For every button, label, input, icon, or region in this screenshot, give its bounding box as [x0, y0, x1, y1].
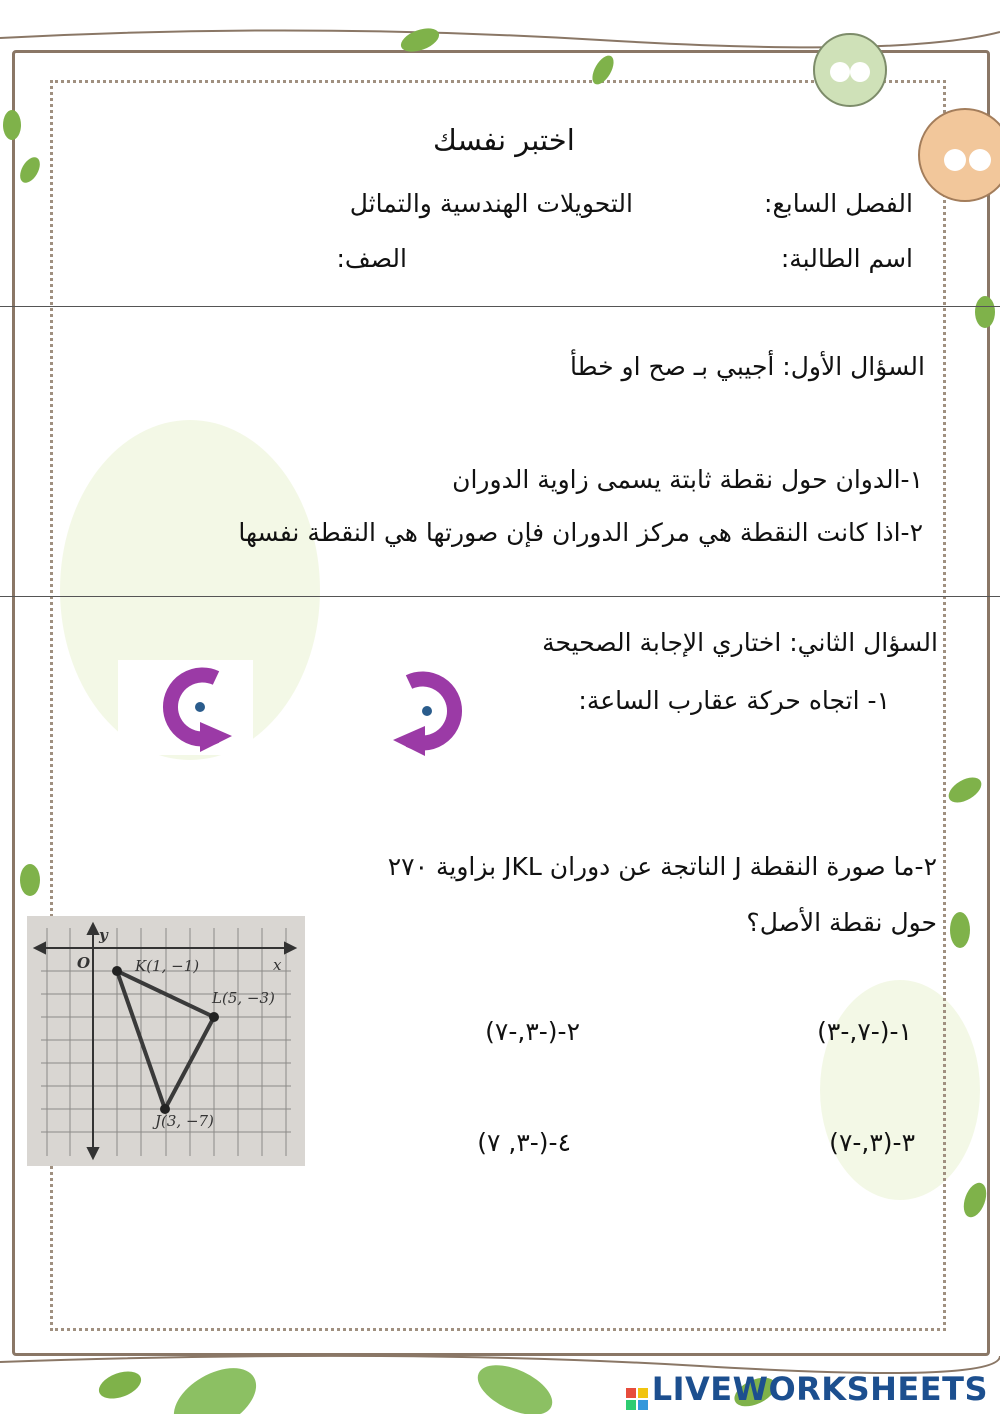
question-2-item-2-continuation: حول نقطة الأصل؟ — [746, 908, 937, 937]
coordinate-graph — [27, 916, 305, 1166]
point-j-label: J(3, −7) — [155, 1112, 214, 1130]
leaf-icon — [398, 24, 442, 56]
leaf-icon — [975, 296, 995, 328]
point-l — [209, 1012, 219, 1022]
leaf-icon — [950, 912, 970, 948]
class-label: الصف: — [336, 244, 407, 273]
donut-hole — [969, 149, 991, 171]
point-l-label: L(5, −3) — [212, 989, 275, 1007]
origin-label: O — [77, 954, 91, 972]
liveworksheets-logo — [626, 1370, 988, 1408]
question-2-item-1: ١- اتجاه حركة عقارب الساعة: — [578, 686, 890, 715]
x-axis-label: x — [273, 956, 282, 974]
counterclockwise-arrow-icon — [118, 660, 253, 755]
question-2-heading: السؤال الثاني: اختاري الإجابة الصحيحة — [542, 628, 938, 657]
leaf-icon — [163, 1355, 267, 1414]
y-axis-label: y — [99, 926, 108, 944]
chapter-label: الفصل السابع: — [764, 189, 913, 218]
divider — [0, 596, 1000, 597]
donut-hole — [944, 149, 966, 171]
donut-hole — [830, 62, 850, 82]
divider — [0, 306, 1000, 307]
question-1-item: ١-الدوان حول نقطة ثابتة يسمى زاوية الدوران — [452, 465, 923, 494]
graph-svg — [27, 916, 305, 1166]
liveworksheets-icon — [626, 1380, 648, 1402]
leaf-icon — [16, 154, 44, 186]
donut-icon — [814, 34, 886, 106]
leaf-icon — [470, 1355, 559, 1414]
leaf-icon — [588, 52, 618, 88]
leaf-icon — [20, 864, 40, 896]
leaf-icon — [3, 110, 21, 140]
point-k-label: K(1, −1) — [135, 957, 200, 975]
clockwise-option[interactable] — [379, 664, 480, 759]
student-name-label: اسم الطالبة: — [780, 244, 913, 273]
leaf-icon — [959, 1180, 990, 1221]
brand-text: LIVEWORKSHEETS — [651, 1370, 988, 1408]
clockwise-arrow-icon — [379, 664, 480, 759]
donut-hole — [850, 62, 870, 82]
counterclockwise-option[interactable] — [118, 660, 253, 755]
page-title: اختبر نفسك — [433, 123, 575, 157]
leaf-icon — [944, 772, 985, 807]
leaf-icon — [95, 1366, 145, 1404]
answer-option-1[interactable]: ١-(-٧,-٣) — [817, 1017, 912, 1046]
question-1-heading: السؤال الأول: أجيبي بـ صح او خطأ — [569, 352, 925, 381]
question-2-item-2: ٢-ما صورة النقطة J الناتجة عن دوران JKL بزاوية ٢٧٠ — [387, 852, 937, 881]
question-1-item: ٢-اذا كانت النقطة هي مركز الدوران فإن صورتها هي النقطة نفسها — [238, 518, 923, 547]
answer-option-4[interactable]: ٤-(-٣, ٧) — [477, 1128, 571, 1157]
chapter-title: التحويلات الهندسية والتماثل — [349, 189, 633, 218]
answer-option-3[interactable]: ٣-(٣,-٧) — [829, 1128, 915, 1157]
answer-option-2[interactable]: ٢-(-٣,-٧) — [485, 1017, 580, 1046]
point-k — [112, 966, 122, 976]
